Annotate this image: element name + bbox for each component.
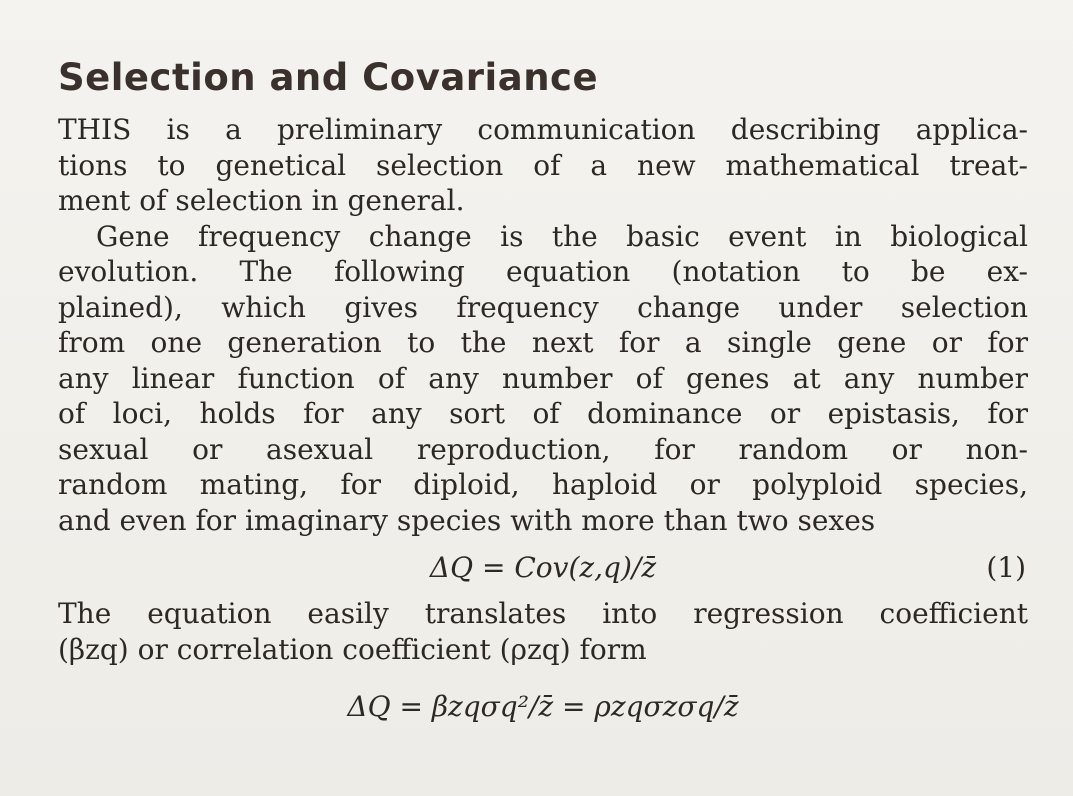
text-line: THIS is a preliminary communication describing applica- [58, 113, 1028, 146]
text-line: Gene frequency change is the basic event in biological [96, 219, 1028, 253]
text-line: any linear function of any number of genes at any number [58, 361, 1028, 395]
text-line: evolution. The following equation (notation to be ex- [58, 255, 1028, 288]
text-line: sexual or asexual reproduction, for random or non- [58, 432, 1028, 466]
text-line: plained), which gives frequency change under selection [58, 290, 1028, 324]
text-line: (βzq) or correlation coefficient (ρzq) form [58, 632, 647, 666]
text-line: from one generation to the next for a single gene or for [58, 326, 1028, 359]
paragraph-1 [58, 112, 1028, 219]
equation-formula: ΔQ = βzqσq²/z̄ = ρzqσzσq/z̄ [347, 690, 739, 723]
text-line: ment of selection in general. [58, 184, 465, 217]
equation-number: (1) [986, 551, 1026, 584]
text-line: tions to genetical selection of a new mathematical treat- [58, 148, 1028, 182]
equation-formula: ΔQ = Cov(z,q)/z̄ [429, 551, 657, 584]
text-line: The equation easily translates into regression coefficient [58, 597, 1028, 630]
page-title: Selection and Covariance [58, 56, 599, 99]
paragraph-3 [58, 596, 1028, 667]
paragraph-2 [58, 219, 1028, 539]
equation-2 [58, 667, 1028, 737]
text-line: random mating, for diploid, haploid or polyploid species, [58, 468, 1028, 501]
text-line: of loci, holds for any sort of dominance or epistasis, for [58, 397, 1028, 430]
article-body [58, 112, 1028, 737]
text-line: and even for imaginary species with more than two sexes [58, 503, 876, 537]
equation-1 [58, 538, 1028, 596]
